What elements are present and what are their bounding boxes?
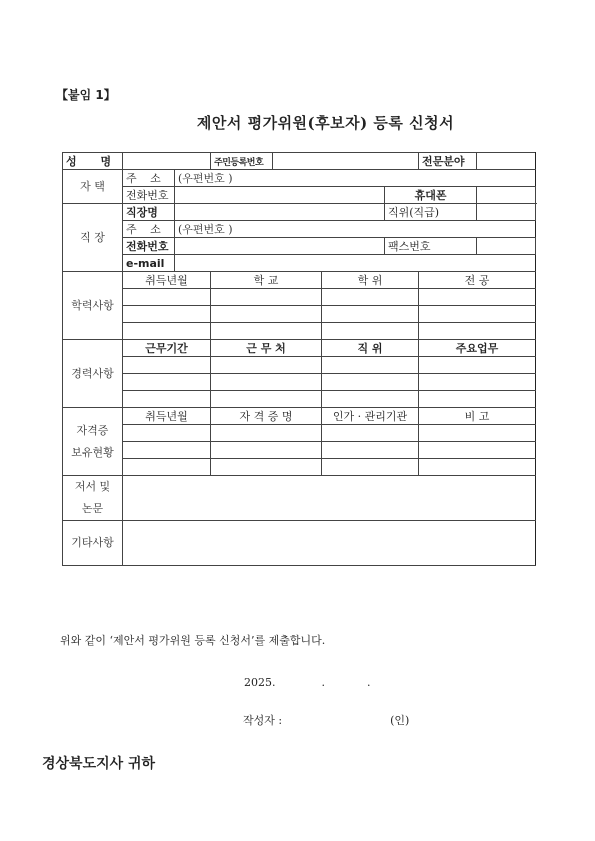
table-cell[interactable]: [419, 391, 536, 408]
fax-value[interactable]: [477, 238, 536, 255]
home-phone-label: 전화번호: [123, 187, 175, 204]
license-section-label: [63, 408, 123, 476]
table-row: [63, 323, 536, 340]
table-cell[interactable]: [123, 357, 211, 374]
table-cell[interactable]: [211, 425, 322, 442]
career-section-label: 경력사항: [63, 340, 123, 408]
license-header-authority: 인가 · 관리기관: [322, 408, 419, 425]
date-day-dot: .: [367, 676, 371, 689]
writer-label: 작성자 :: [243, 714, 283, 727]
table-row: [63, 442, 536, 459]
date-line: [244, 676, 371, 689]
position-value[interactable]: [477, 204, 536, 221]
other-row: [63, 521, 536, 566]
table-cell[interactable]: [419, 289, 536, 306]
rrn-label: 주민등록번호: [211, 153, 273, 170]
email-value[interactable]: [175, 255, 536, 272]
other-section-label: 기타사항: [63, 521, 123, 566]
career-header-duties: 주요업무: [419, 340, 536, 357]
table-cell[interactable]: [322, 323, 419, 340]
table-cell[interactable]: [322, 306, 419, 323]
table-cell[interactable]: [211, 289, 322, 306]
submission-sentence: 위와 같이 ‘제안서 평가위원 등록 신청서’를 제출합니다.: [60, 634, 326, 647]
table-cell[interactable]: [123, 306, 211, 323]
papers-row: [63, 476, 536, 521]
workplace-value[interactable]: [175, 204, 385, 221]
table-cell[interactable]: [211, 357, 322, 374]
table-cell[interactable]: [211, 374, 322, 391]
work-address-row: [63, 221, 536, 238]
table-cell[interactable]: [123, 459, 211, 476]
mobile-label: 휴대폰: [385, 187, 477, 204]
table-row: [63, 391, 536, 408]
name-label: 성 명: [63, 153, 123, 170]
career-header-workplace: 근 무 처: [211, 340, 322, 357]
table-cell[interactable]: [123, 323, 211, 340]
table-row: [63, 357, 536, 374]
education-header-major: 전 공: [419, 272, 536, 289]
table-cell[interactable]: [419, 323, 536, 340]
license-header-date: 취득년월: [123, 408, 211, 425]
field-label: 전문분야: [419, 153, 477, 170]
papers-value[interactable]: [123, 476, 536, 521]
papers-section-label: [63, 476, 123, 521]
form-title: 제안서 평가위원(후보자) 등록 신청서: [196, 114, 455, 132]
license-section-line1: 자격증: [76, 423, 109, 437]
work-phone-value[interactable]: [175, 238, 385, 255]
education-header-school: 학 교: [211, 272, 322, 289]
writer-line: [243, 712, 409, 728]
home-phone-value[interactable]: [175, 187, 385, 204]
seal-mark: (인): [390, 714, 410, 727]
table-cell[interactable]: [322, 374, 419, 391]
table-cell[interactable]: [322, 459, 419, 476]
home-address-value[interactable]: (우편번호 ): [175, 170, 536, 187]
table-cell[interactable]: [419, 459, 536, 476]
workplace-row: [63, 204, 536, 221]
table-cell[interactable]: [419, 425, 536, 442]
career-header-position: 직 위: [322, 340, 419, 357]
table-cell[interactable]: [322, 391, 419, 408]
table-cell[interactable]: [211, 442, 322, 459]
table-cell[interactable]: [211, 391, 322, 408]
work-address-value[interactable]: (우편번호 ): [175, 221, 536, 238]
other-value[interactable]: [123, 521, 536, 566]
table-row: [63, 459, 536, 476]
table-cell[interactable]: [322, 425, 419, 442]
work-phone-row: [63, 238, 536, 255]
name-row: [63, 153, 536, 170]
education-header-date: 취득년월: [123, 272, 211, 289]
table-cell[interactable]: [322, 442, 419, 459]
work-phone-label: 전화번호: [123, 238, 175, 255]
home-phone-row: [63, 187, 536, 204]
career-header-row: [63, 340, 536, 357]
table-cell[interactable]: [211, 459, 322, 476]
mobile-value[interactable]: [477, 187, 536, 204]
email-label: e-mail: [123, 255, 175, 272]
field-value[interactable]: [477, 153, 536, 170]
home-address-label: 주 소: [123, 170, 175, 187]
table-cell[interactable]: [419, 374, 536, 391]
license-header-row: [63, 408, 536, 425]
papers-section-line2: 논문: [81, 502, 104, 515]
form-title-wrap: [0, 112, 595, 133]
table-row: [63, 425, 536, 442]
table-cell[interactable]: [322, 357, 419, 374]
date-year: 2025.: [244, 676, 276, 689]
table-cell[interactable]: [419, 306, 536, 323]
addressee: 경상북도지사 귀하: [42, 756, 156, 772]
table-cell[interactable]: [211, 323, 322, 340]
table-cell[interactable]: [322, 289, 419, 306]
table-row: [63, 289, 536, 306]
education-header-degree: 학 위: [322, 272, 419, 289]
registration-form-table: [62, 152, 536, 566]
fax-label: 팩스번호: [385, 238, 477, 255]
name-value[interactable]: [123, 153, 211, 170]
workplace-label: 직장명: [123, 204, 175, 221]
license-header-name: 자 격 증 명: [211, 408, 322, 425]
table-cell[interactable]: [123, 374, 211, 391]
table-cell[interactable]: [123, 442, 211, 459]
table-cell[interactable]: [419, 357, 536, 374]
table-row: [63, 374, 536, 391]
table-cell[interactable]: [419, 442, 536, 459]
license-section-line2: 보유현황: [71, 445, 114, 459]
attachment-label: 【붙임 1】: [56, 88, 116, 102]
table-row: [63, 306, 536, 323]
home-address-row: [63, 170, 536, 187]
rrn-value[interactable]: [273, 153, 419, 170]
work-section-label: 직 장: [63, 204, 123, 272]
table-cell[interactable]: [211, 306, 322, 323]
career-header-period: 근무기간: [123, 340, 211, 357]
license-header-note: 비 고: [419, 408, 536, 425]
home-section-label: 자 택: [63, 170, 123, 204]
position-label: 직위(직급): [385, 204, 477, 221]
date-month-dot: .: [321, 676, 325, 689]
education-header-row: [63, 272, 536, 289]
email-row: [63, 255, 536, 272]
table-cell[interactable]: [123, 391, 211, 408]
papers-section-line1: 저서 및: [74, 480, 111, 493]
table-cell[interactable]: [123, 425, 211, 442]
work-address-label: 주 소: [123, 221, 175, 238]
table-cell[interactable]: [123, 289, 211, 306]
education-section-label: 학력사항: [63, 272, 123, 340]
